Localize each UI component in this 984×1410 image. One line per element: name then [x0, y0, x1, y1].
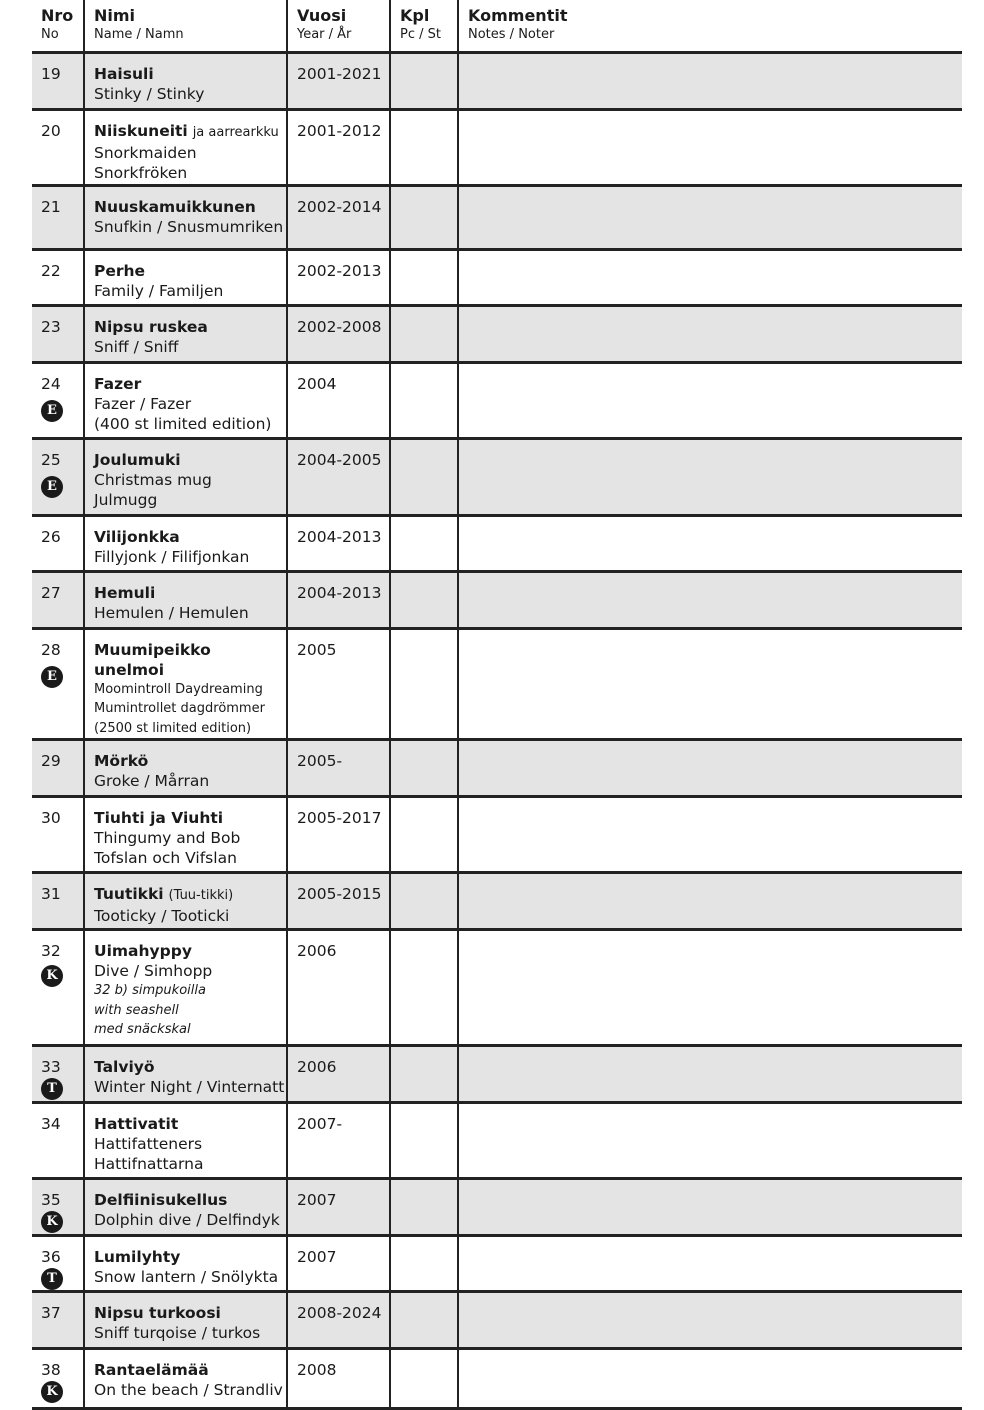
- notes-cell[interactable]: [458, 362, 962, 438]
- item-years: 2005-: [287, 740, 390, 797]
- item-number: 22: [41, 261, 61, 280]
- item-name: Tuutikki (Tuu-tikki) Tooticky / Tooticki: [84, 873, 287, 930]
- notes-cell[interactable]: [458, 930, 962, 1046]
- edition-badge: K: [41, 965, 63, 987]
- table-row: [32, 249, 962, 305]
- item-years: 2006: [287, 930, 390, 1046]
- notes-cell[interactable]: [458, 109, 962, 185]
- item-name: Nipsu ruskea Sniff / Sniff: [84, 305, 287, 362]
- table-row: [32, 1046, 962, 1103]
- pieces-cell[interactable]: [390, 1179, 458, 1236]
- item-name: Haisuli Stinky / Stinky: [84, 52, 287, 109]
- notes-cell[interactable]: [458, 1349, 962, 1409]
- item-years: 2005-2017: [287, 797, 390, 873]
- notes-cell[interactable]: [458, 185, 962, 249]
- item-years: 2007: [287, 1179, 390, 1236]
- notes-cell[interactable]: [458, 438, 962, 515]
- header-name: Nimi Name / Namn: [84, 0, 287, 52]
- notes-cell[interactable]: [458, 628, 962, 740]
- item-name: Niiskuneiti ja aarrearkku Snorkmaiden Snorkfröken: [84, 109, 287, 185]
- item-number: 21: [32, 185, 84, 249]
- item-number: 19: [32, 52, 84, 109]
- notes-cell[interactable]: [458, 1292, 962, 1349]
- header-notes: Kommentit Notes / Noter: [458, 0, 962, 52]
- checklist-table: [32, 0, 962, 1410]
- item-number: 23: [32, 305, 84, 362]
- item-number: 35 K: [32, 1179, 84, 1236]
- table-row: [32, 1292, 962, 1349]
- edition-badge: T: [41, 1078, 63, 1100]
- pieces-cell[interactable]: [390, 305, 458, 362]
- pieces-cell[interactable]: [390, 1046, 458, 1103]
- pieces-cell[interactable]: [390, 52, 458, 109]
- pieces-cell[interactable]: [390, 628, 458, 740]
- table-row: [32, 185, 962, 249]
- notes-cell[interactable]: [458, 305, 962, 362]
- item-number: 31: [32, 873, 84, 930]
- pieces-cell[interactable]: [390, 740, 458, 797]
- table-row: [32, 873, 962, 930]
- notes-cell[interactable]: [458, 1236, 962, 1292]
- item-name: Mörkö Groke / Mårran: [84, 740, 287, 797]
- pieces-cell[interactable]: [390, 109, 458, 185]
- edition-badge: K: [41, 1211, 63, 1233]
- table-row: [32, 797, 962, 873]
- pieces-cell[interactable]: [390, 438, 458, 515]
- notes-cell[interactable]: [458, 740, 962, 797]
- item-name: Rantaelämää On the beach / Strandliv: [84, 1349, 287, 1409]
- item-name: Tiuhti ja Viuhti Thingumy and Bob Tofslan och Vifslan: [84, 797, 287, 873]
- edition-badge: E: [41, 476, 63, 498]
- pieces-cell[interactable]: [390, 1103, 458, 1179]
- table-row: [32, 109, 962, 185]
- item-number: 29: [32, 740, 84, 797]
- table-row: [32, 1236, 962, 1292]
- notes-cell[interactable]: [458, 571, 962, 628]
- header-year: Vuosi Year / År: [287, 0, 390, 52]
- notes-cell[interactable]: [458, 873, 962, 930]
- item-name: Hemuli Hemulen / Hemulen: [84, 571, 287, 628]
- item-name: Lumilyhty Snow lantern / Snölykta: [84, 1236, 287, 1292]
- table-row: [32, 438, 962, 515]
- item-years: 2002-2008: [287, 305, 390, 362]
- item-name: Nipsu turkoosi Sniff turqoise / turkos: [84, 1292, 287, 1349]
- table-row: [32, 1179, 962, 1236]
- item-years: 2001-2012: [287, 109, 390, 185]
- item-number: 33 T: [32, 1046, 84, 1103]
- pieces-cell[interactable]: [390, 515, 458, 571]
- item-years: 2001-2021: [287, 52, 390, 109]
- pieces-cell[interactable]: [390, 930, 458, 1046]
- table-row: [32, 362, 962, 438]
- notes-cell[interactable]: [458, 249, 962, 305]
- item-number: 25 E: [32, 438, 84, 515]
- pieces-cell[interactable]: [390, 571, 458, 628]
- item-years: 2008-2024: [287, 1292, 390, 1349]
- notes-cell[interactable]: [458, 797, 962, 873]
- header-pieces: Kpl Pc / St: [390, 0, 458, 52]
- item-years: 2005-2015: [287, 873, 390, 930]
- pieces-cell[interactable]: [390, 797, 458, 873]
- table-row: [32, 1349, 962, 1409]
- item-years: 2005: [287, 628, 390, 740]
- item-name: Uimahyppy Dive / Simhopp 32 b) simpukoilla with seashell med snäckskal: [84, 930, 287, 1046]
- item-number: 36 T: [32, 1236, 84, 1292]
- edition-badge: K: [41, 1381, 63, 1403]
- item-number: 30: [41, 809, 61, 827]
- item-name: Delfiinisukellus Dolphin dive / Delfindyk: [84, 1179, 287, 1236]
- table-row: [32, 305, 962, 362]
- item-number: 32 K: [32, 930, 84, 1046]
- item-name: Muumipeikko unelmoi Moomintroll Daydreaming Mumintrollet dagdrömmer (2500 st limited edition): [84, 628, 287, 740]
- item-name: Talviyö Winter Night / Vinternatt: [84, 1046, 287, 1103]
- table-row: [32, 52, 962, 109]
- item-years: 2002-2013: [287, 249, 390, 305]
- item-years: 2004-2013: [287, 515, 390, 571]
- notes-cell[interactable]: [458, 52, 962, 109]
- pieces-cell[interactable]: [390, 249, 458, 305]
- table-row: [32, 740, 962, 797]
- item-years: 2007: [287, 1236, 390, 1292]
- table-row: [32, 930, 962, 1046]
- edition-badge: T: [41, 1268, 63, 1290]
- pieces-cell[interactable]: [390, 873, 458, 930]
- item-years: 2006: [287, 1046, 390, 1103]
- item-number: 38 K: [32, 1349, 84, 1409]
- pieces-cell[interactable]: [390, 1349, 458, 1409]
- notes-cell[interactable]: [458, 1103, 962, 1179]
- header-row: [32, 0, 962, 52]
- table-row: [32, 571, 962, 628]
- item-years: 2004-2005: [287, 438, 390, 515]
- item-years: 2004-2013: [287, 571, 390, 628]
- notes-cell[interactable]: [458, 515, 962, 571]
- item-name: Hattivatit Hattifatteners Hattifnattarna: [84, 1103, 287, 1179]
- item-number: 20: [41, 121, 61, 140]
- item-name: Fazer Fazer / Fazer (400 st limited edition): [84, 362, 287, 438]
- item-years: 2002-2014: [287, 185, 390, 249]
- pieces-cell[interactable]: [390, 1236, 458, 1292]
- item-number: 27: [32, 571, 84, 628]
- item-years: 2008: [287, 1349, 390, 1409]
- item-name: Vilijonkka Fillyjonk / Filifjonkan: [84, 515, 287, 571]
- notes-cell[interactable]: [458, 1046, 962, 1103]
- pieces-cell[interactable]: [390, 1292, 458, 1349]
- header-no: Nro No: [32, 0, 84, 52]
- table-row: [32, 1103, 962, 1179]
- item-name: Perhe Family / Familjen: [84, 249, 287, 305]
- item-name: Joulumuki Christmas mug Julmugg: [84, 438, 287, 515]
- collection-checklist: [32, 0, 962, 1410]
- item-number: 26: [41, 527, 61, 546]
- item-number: 28 E: [32, 628, 84, 740]
- item-number: 34: [41, 1115, 61, 1133]
- item-number: 37: [32, 1292, 84, 1349]
- table-row: [32, 515, 962, 571]
- edition-badge: E: [41, 400, 63, 422]
- pieces-cell[interactable]: [390, 362, 458, 438]
- item-name: Nuuskamuikkunen Snufkin / Snusmumriken: [84, 185, 287, 249]
- item-years: 2007-: [287, 1103, 390, 1179]
- item-years: 2004: [287, 362, 390, 438]
- table-row: [32, 628, 962, 740]
- item-number: 24 E: [32, 362, 84, 438]
- notes-cell[interactable]: [458, 1179, 962, 1236]
- edition-badge: E: [41, 666, 63, 688]
- pieces-cell[interactable]: [390, 185, 458, 249]
